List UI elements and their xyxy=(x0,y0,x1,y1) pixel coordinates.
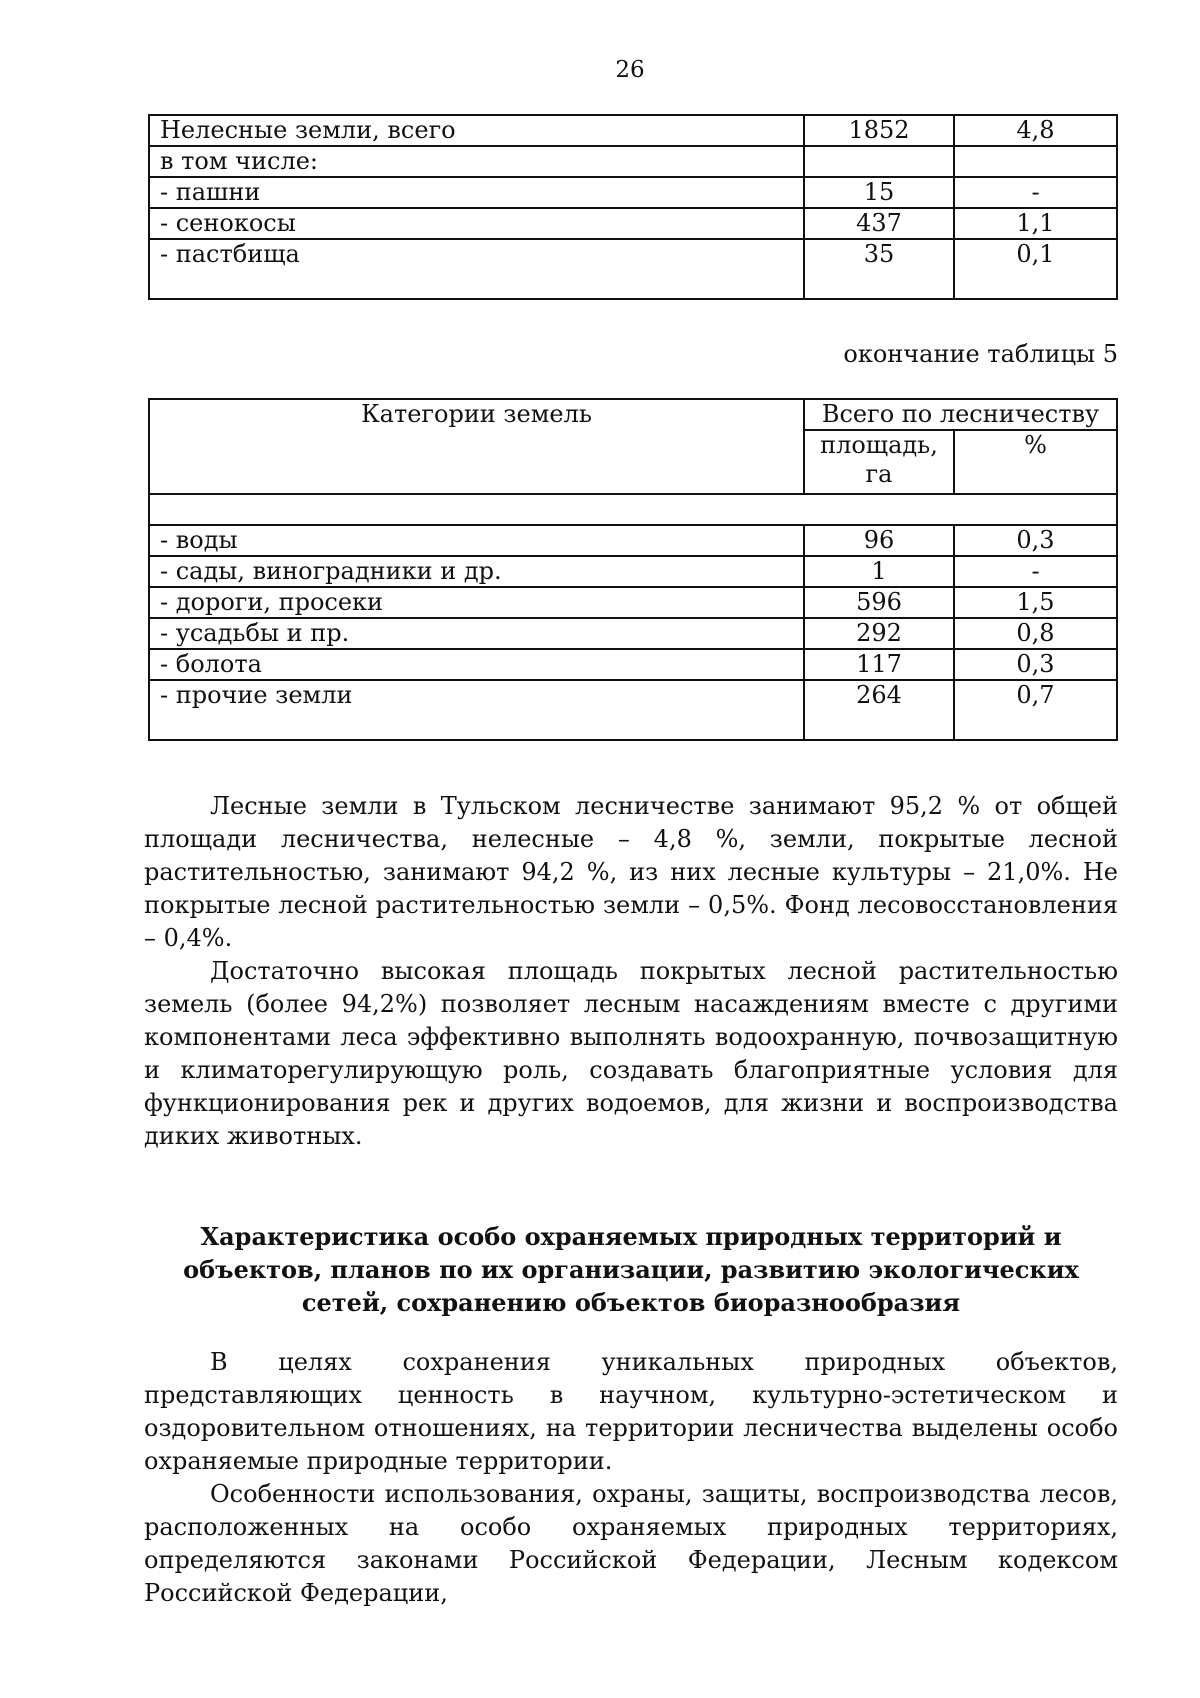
paragraph-text: В целях сохранения уникальных природных объектов, представляющих ценность в научном, культурно-эстетическом и оздоровительном отношениях, на территории лесничества выделены особо охраняемые природные территории. xyxy=(144,1348,1118,1475)
category-cell: в том числе: xyxy=(149,146,804,177)
paragraph-forest-lands xyxy=(144,790,1118,955)
header-group: Всего по лесничеству xyxy=(804,399,1117,430)
area-cell: 264 xyxy=(804,680,954,740)
paragraph-protected-regulation xyxy=(144,1478,1118,1610)
percent-cell: 0,3 xyxy=(954,649,1117,680)
category-cell: - пашни xyxy=(149,177,804,208)
category-cell: Нелесные земли, всего xyxy=(149,115,804,146)
land-table-end xyxy=(148,398,1118,741)
area-cell: 117 xyxy=(804,649,954,680)
paragraph-text: Особенности использования, охраны, защиты, воспроизводства лесов, расположенных на особо охраняемых природных территориях, определяются законами Российской Федерации, Лесным кодексом Российской Федерации, xyxy=(144,1480,1118,1607)
area-cell: 292 xyxy=(804,618,954,649)
percent-cell: 1,1 xyxy=(954,208,1117,239)
percent-cell: 0,8 xyxy=(954,618,1117,649)
paragraph-text: Лесные земли в Тульском лесничестве занимают 95,2 % от общей площади лесничества, нелесные – 4,8 %, земли, покрытые лесной растительностью, занимают 94,2 %, из них лесные культуры – 21,0%. Не покрытые лесной растительностью земли – 0,5%. Фонд лесовосстановления – 0,4%. xyxy=(144,792,1118,952)
paragraph-forest-coverage xyxy=(144,955,1118,1153)
land-table-continued xyxy=(148,114,1118,300)
table-row xyxy=(149,146,1117,177)
percent-cell xyxy=(954,146,1117,177)
percent-cell: 1,5 xyxy=(954,587,1117,618)
percent-cell: 4,8 xyxy=(954,115,1117,146)
page-number: 26 xyxy=(615,57,645,83)
area-cell: 96 xyxy=(804,525,954,556)
header-percent: % xyxy=(954,430,1117,494)
table-row xyxy=(149,618,1117,649)
table-caption: окончание таблицы 5 xyxy=(843,340,1118,368)
header-area-line2: га xyxy=(865,460,893,488)
category-cell: - усадьбы и пр. xyxy=(149,618,804,649)
header-area-line1: площадь, xyxy=(820,431,938,459)
category-cell: - прочие земли xyxy=(149,680,804,740)
table-row xyxy=(149,208,1117,239)
table-row xyxy=(149,680,1117,740)
category-cell: - дороги, просеки xyxy=(149,587,804,618)
percent-cell: 0,1 xyxy=(954,239,1117,299)
category-cell: - пастбища xyxy=(149,239,804,299)
paragraph-protected-areas xyxy=(144,1346,1118,1478)
table-row xyxy=(149,587,1117,618)
percent-cell: - xyxy=(954,556,1117,587)
table-row xyxy=(149,115,1117,146)
table-row xyxy=(149,649,1117,680)
category-cell: - болота xyxy=(149,649,804,680)
spacer-cell xyxy=(149,494,1117,525)
area-cell: 1852 xyxy=(804,115,954,146)
area-cell: 35 xyxy=(804,239,954,299)
table-row xyxy=(149,525,1117,556)
header-area xyxy=(804,430,954,494)
area-cell xyxy=(804,146,954,177)
table-row xyxy=(149,556,1117,587)
paragraph-text: Достаточно высокая площадь покрытых лесной растительностью земель (более 94,2%) позволяет лесным насаждениям вместе с другими компонентами леса эффективно выполнять водоохранную, почвозащитную и климаторегулирующую роль, создавать благоприятные условия для функционирования рек и других водоемов, для жизни и воспроизводства диких животных. xyxy=(144,957,1118,1150)
area-cell: 15 xyxy=(804,177,954,208)
header-category: Категории земель xyxy=(149,399,804,494)
table-row xyxy=(149,177,1117,208)
area-cell: 596 xyxy=(804,587,954,618)
category-cell: - воды xyxy=(149,525,804,556)
table-row xyxy=(149,239,1117,299)
area-cell: 437 xyxy=(804,208,954,239)
table-spacer-row xyxy=(149,494,1117,525)
percent-cell: 0,7 xyxy=(954,680,1117,740)
area-cell: 1 xyxy=(804,556,954,587)
percent-cell: 0,3 xyxy=(954,525,1117,556)
percent-cell: - xyxy=(954,177,1117,208)
category-cell: - сады, виноградники и др. xyxy=(149,556,804,587)
category-cell: - сенокосы xyxy=(149,208,804,239)
section-heading: Характеристика особо охраняемых природных территорий и объектов, планов по их организации, развитию экологических сетей, сохранению объектов биоразнообразия xyxy=(183,1222,1079,1317)
